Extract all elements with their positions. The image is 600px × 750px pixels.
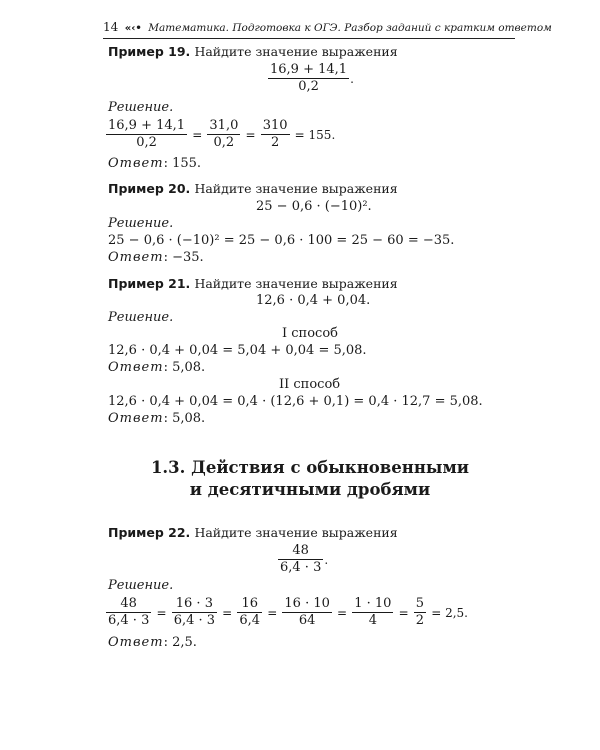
fraction: $\frac{16,9 + 14,1}{0,2}$	[108, 118, 186, 150]
fraction: $\frac{5}{2}$	[415, 596, 425, 628]
page-number: 14	[103, 20, 119, 34]
fraction: $\frac{310}{2}$	[262, 118, 288, 150]
fraction: $\frac{16}{6,4}$	[239, 596, 261, 628]
method-2-label: II способ	[279, 377, 341, 392]
example-21-expression: 12,6 · 0,4 + 0,04.	[256, 293, 371, 308]
fraction: $\frac{16 \cdot 3}{6,4 \cdot 3}$	[173, 596, 216, 628]
example-prompt: Найдите значение выражения	[194, 276, 398, 291]
example-22-answer: Ответ: 2,5.	[108, 635, 197, 650]
example-21-answer-2: Ответ: 5,08.	[108, 411, 206, 426]
example-prompt: Найдите значение выражения	[194, 525, 398, 540]
solution-label: Решение.	[108, 216, 174, 231]
example-19-heading	[108, 44, 398, 61]
example-19-answer: Ответ: 155.	[108, 156, 202, 171]
fraction: $\frac{48}{6,4 \cdot 3}$	[280, 543, 322, 575]
example-21-heading	[108, 276, 398, 293]
example-22-heading	[108, 525, 398, 542]
example-20-heading	[108, 181, 398, 198]
example-21-answer-1: Ответ: 5,08.	[108, 360, 206, 375]
example-22-expression: $\frac{48}{6,4 \cdot 3}$ .	[280, 543, 329, 575]
example-label: Пример 19.	[108, 44, 191, 59]
result: = 155.	[294, 127, 336, 142]
example-label: Пример 21.	[108, 276, 191, 291]
fraction: $\frac{31,0}{0,2}$	[209, 118, 239, 150]
section-title-line-2: и десятичными дробями	[189, 480, 431, 499]
example-22-solution: $\frac{48}{6,4 \cdot 3}$ = $\frac{16 \cdot 3}{6,4 \cdot 3}$ = $\frac{16}{6,4}$ = $\frac{16 \cdot 10}{64}$ = $\frac{1 \cdot 10}{4}$ = $\frac{5}{2}$ = 2,5.	[108, 596, 468, 628]
fraction: $\frac{16 \cdot 10}{64}$	[284, 596, 330, 628]
example-19-expression: $\frac{16,9 + 14,1}{0,2}$ .	[270, 62, 354, 94]
solution-label: Решение.	[108, 578, 174, 593]
fraction: $\frac{16,9 + 14,1}{0,2}$	[270, 62, 348, 94]
header-title: Математика. Подготовка к ОГЭ. Разбор заданий с кратким ответом	[148, 22, 552, 34]
fraction: $\frac{1 \cdot 10}{4}$	[354, 596, 392, 628]
method-1-label: I способ	[282, 326, 338, 341]
example-label: Пример 20.	[108, 181, 191, 196]
example-20-answer: Ответ: −35.	[108, 250, 204, 265]
solution-label: Решение.	[108, 310, 174, 325]
example-20-expression: 25 − 0,6 · (−10)².	[256, 199, 372, 214]
example-21-solution-1: 12,6 · 0,4 + 0,04 = 5,04 + 0,04 = 5,08.	[108, 343, 367, 358]
solution-label: Решение.	[108, 100, 174, 115]
example-19-solution: $\frac{16,9 + 14,1}{0,2}$ = $\frac{31,0}{0,2}$ = $\frac{310}{2}$ = 155.	[108, 118, 336, 150]
example-21-solution-2: 12,6 · 0,4 + 0,04 = 0,4 · (12,6 + 0,1) = 0,4 · 12,7 = 5,08.	[108, 394, 483, 409]
fraction: $\frac{48}{6,4 \cdot 3}$	[108, 596, 150, 628]
header-ornament-icon: «‹•	[124, 23, 142, 34]
example-prompt: Найдите значение выражения	[194, 181, 398, 196]
example-label: Пример 22.	[108, 525, 191, 540]
running-header	[103, 20, 552, 39]
example-prompt: Найдите значение выражения	[194, 44, 398, 59]
example-20-solution: 25 − 0,6 · (−10)² = 25 − 0,6 · 100 = 25 − 60 = −35.	[108, 233, 455, 248]
result: = 2,5.	[431, 605, 468, 620]
section-title-line-1: 1.3. Действия с обыкновенными	[150, 458, 470, 477]
